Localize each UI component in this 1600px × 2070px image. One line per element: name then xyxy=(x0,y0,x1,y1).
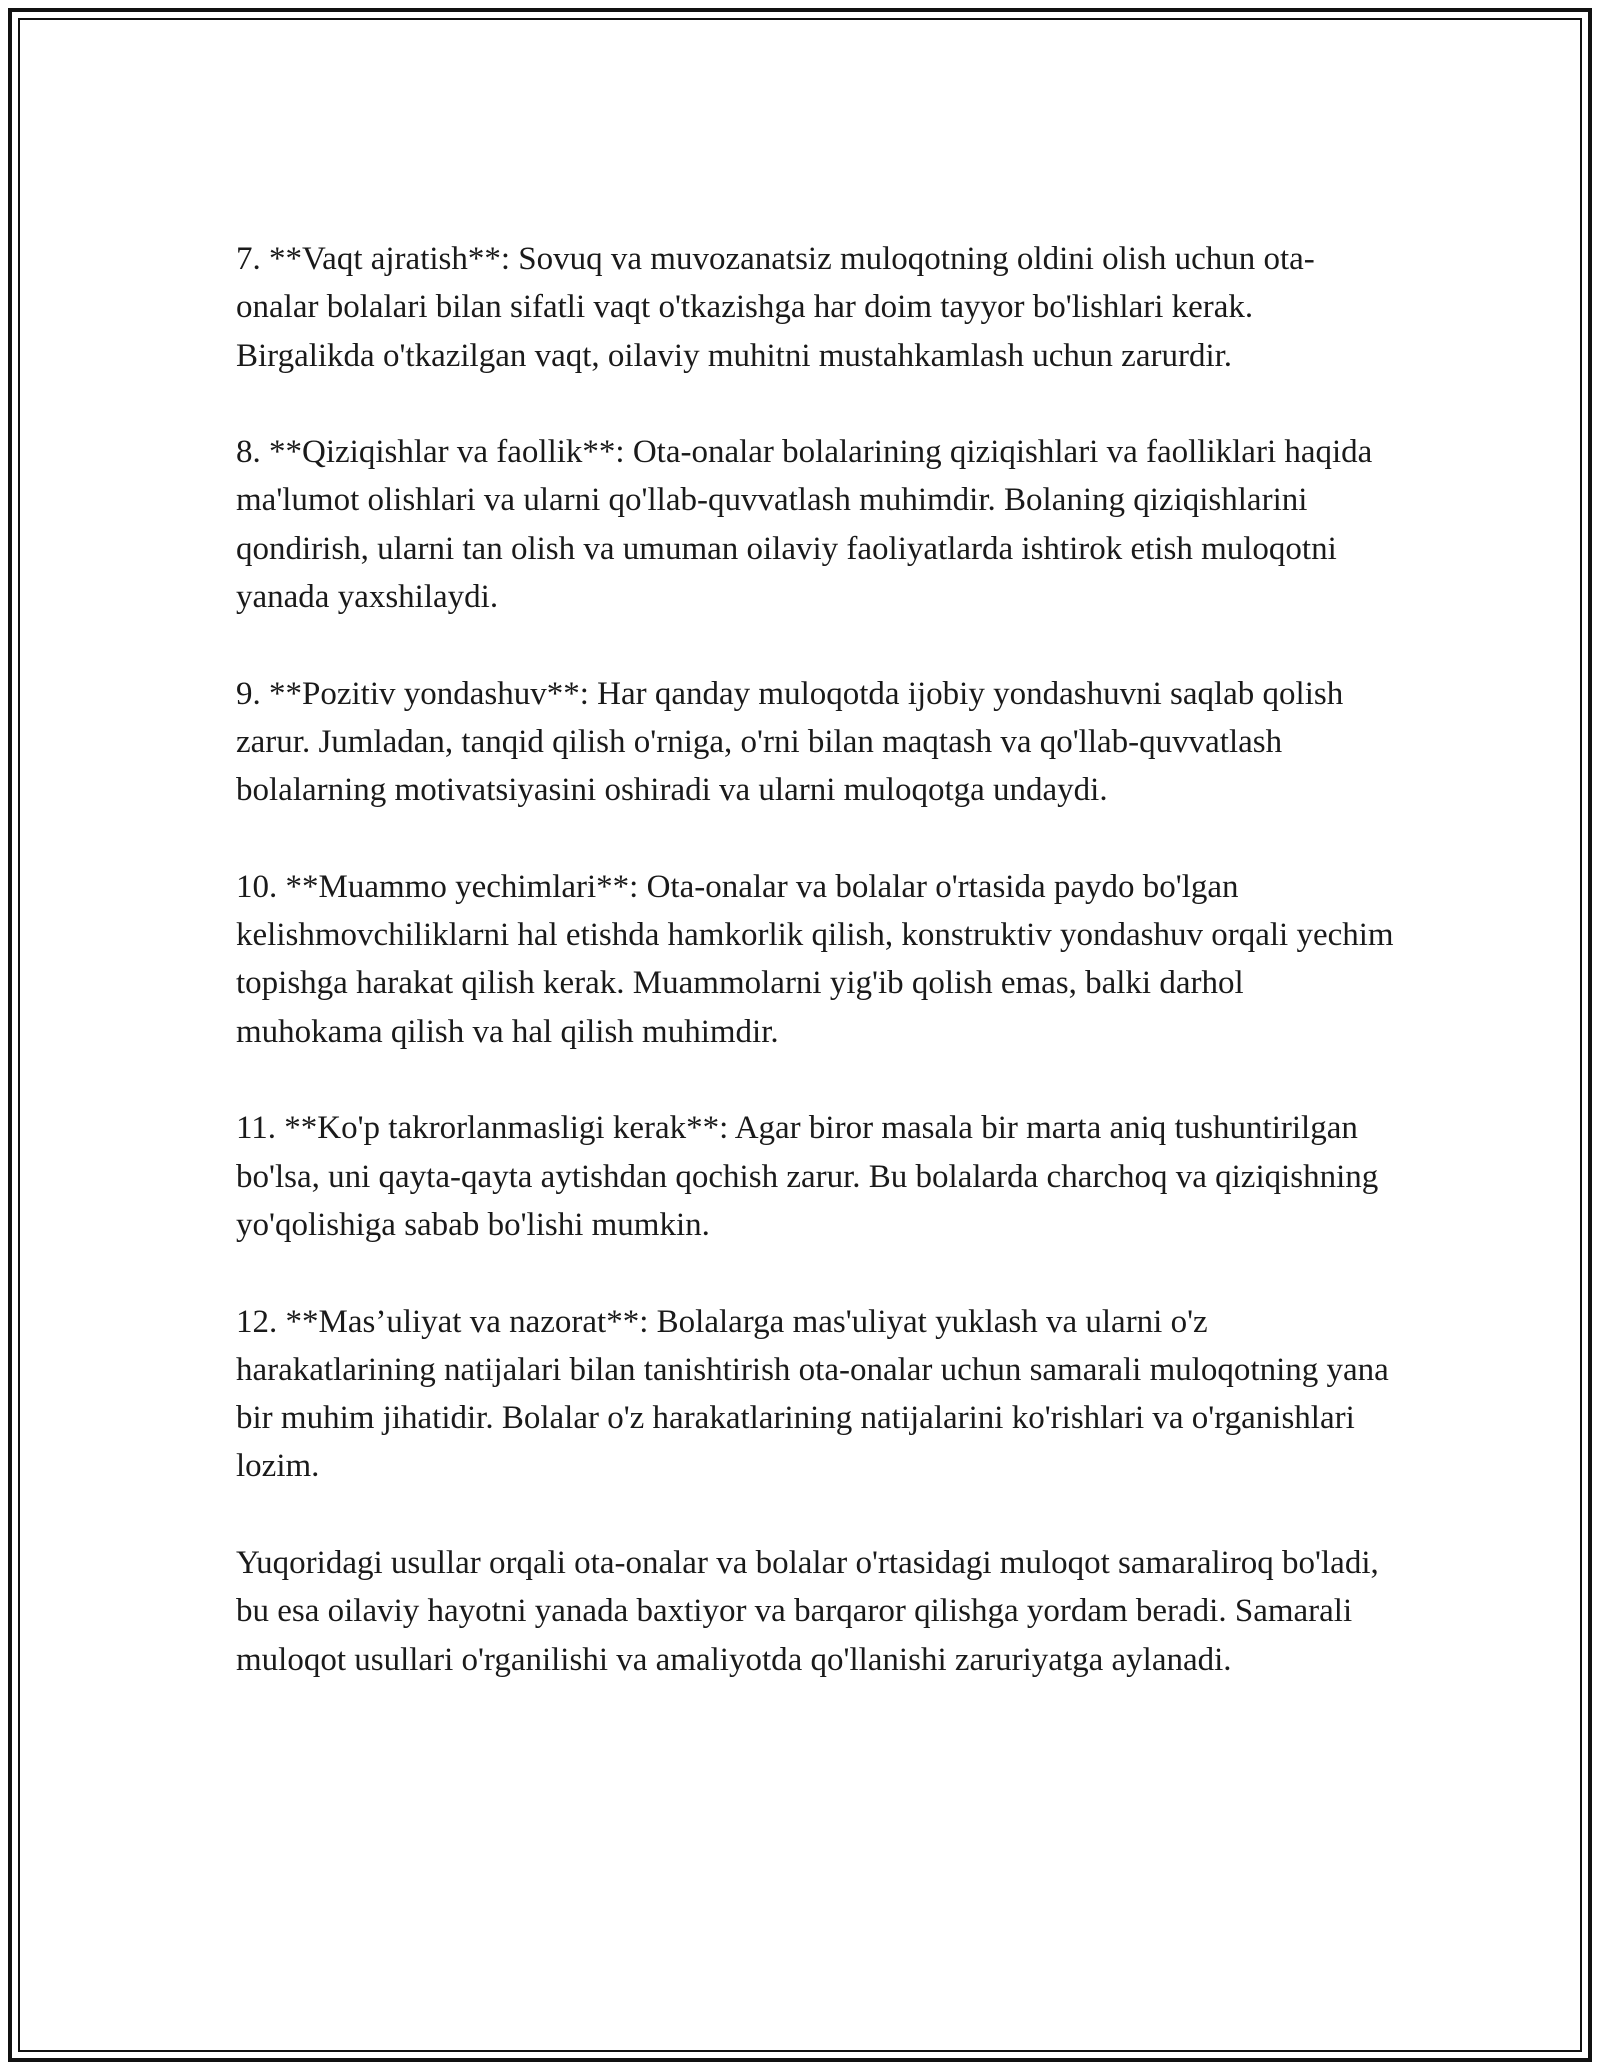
document-body xyxy=(236,235,1396,1684)
paragraph-item-8: 8. **Qiziqishlar va faollik**: Ota-onalar bolalarining qiziqishlari va faolliklari haqida ma'lumot olishlari va ularni qo'llab-quvvatlash muhimdir. Bolaning qiziqishlarini qondirish, ularni tan olish va umuman oilaviy faoliyatlarda ishtirok etish muloqotni yanada yaxshilaydi. xyxy=(236,434,1373,616)
paragraph-item-10: 10. **Muammo yechimlari**: Ota-onalar va bolalar o'rtasida paydo bo'lgan kelishmovchiliklarni hal etishda hamkorlik qilish, konstruktiv yondashuv orqali yechim topishga harakat qilish kerak. Muammolarni yig'ib qolish emas, balki darhol muhokama qilish va hal qilish muhimdir. xyxy=(236,868,1394,1050)
paragraph-conclusion: Yuqoridagi usullar orqali ota-onalar va bolalar o'rtasidagi muloqot samaraliroq bo'ladi, bu esa oilaviy hayotni yanada baxtiyor va barqaror qilishga yordam beradi. Samarali muloqot usullari o'rganilishi va amaliyotda qo'llanishi zaruriyatga aylanadi. xyxy=(236,1545,1379,1678)
paragraph-item-7: 7. **Vaqt ajratish**: Sovuq va muvozanatsiz muloqotning oldini olish uchun ota-onalar bolalari bilan sifatli vaqt o'tkazishga har doim tayyor bo'lishlari kerak. Birgalikda o'tkazilgan vaqt, oilaviy muhitni mustahkamlash uchun zarurdir. xyxy=(236,241,1315,374)
paragraph-item-9: 9. **Pozitiv yondashuv**: Har qanday muloqotda ijobiy yondashuvni saqlab qolish zarur. Jumladan, tanqid qilish o'rniga, o'rni bilan maqtash va qo'llab-quvvatlash bolalarning motivatsiyasini oshiradi va ularni muloqotga undaydi. xyxy=(236,675,1344,809)
paragraph-item-11: 11. **Ko'p takrorlanmasligi kerak**: Agar biror masala bir marta aniq tushuntirilgan bo'lsa, uni qayta-qayta aytishdan qochish zarur. Bu bolalarda charchoq va qiziqishning yo'qolishiga sabab bo'lishi mumkin. xyxy=(236,1110,1379,1243)
paragraph-item-12: 12. **Mas’uliyat va nazorat**: Bolalarga mas'uliyat yuklash va ularni o'z harakatlarining natijalari bilan tanishtirish ota-onalar uchun samarali muloqotning yana bir muhim jihatidir. Bolalar o'z harakatlarining natijalarini ko'rishlari va o'rganishlari lozim. xyxy=(236,1303,1389,1485)
